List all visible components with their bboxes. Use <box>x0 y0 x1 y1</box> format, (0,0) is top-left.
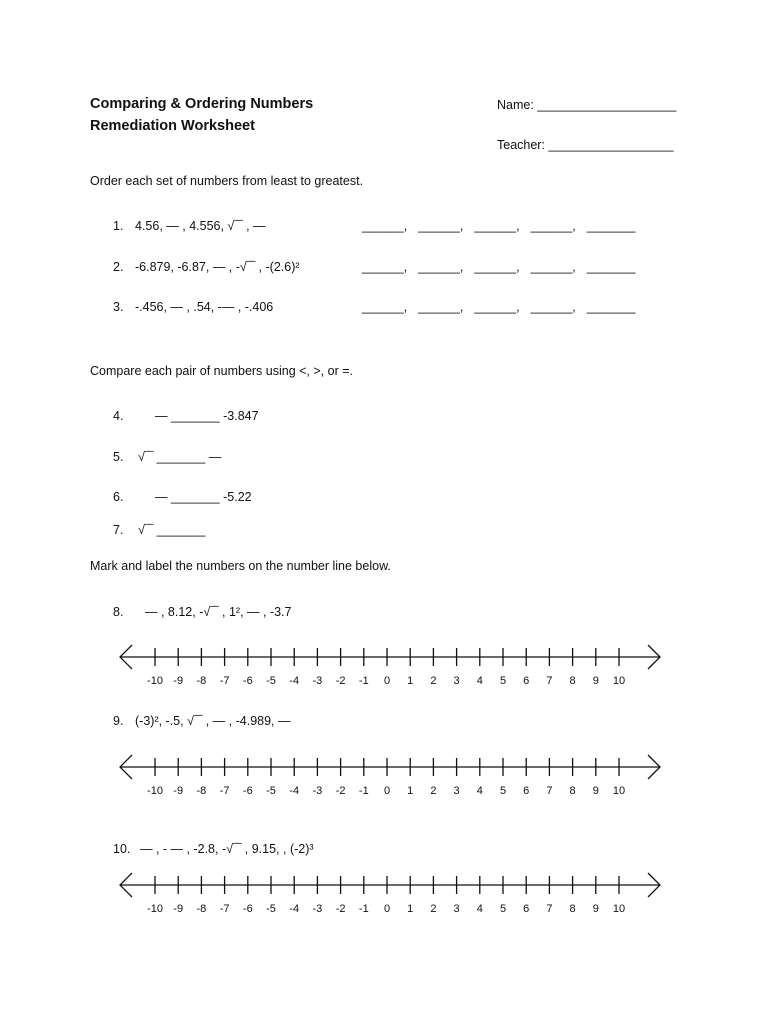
answer-blank: ______, <box>362 300 408 314</box>
tick-label: -5 <box>266 903 276 915</box>
tick-label: -2 <box>335 903 346 915</box>
tick-label: -10 <box>147 785 163 797</box>
problem-number: 8. <box>113 605 124 619</box>
tick-label: 1 <box>407 903 414 915</box>
answer-blank: ______, <box>530 219 576 233</box>
problem-text: — _______ -5.22 <box>155 490 252 504</box>
number-line-svg <box>115 640 665 700</box>
problem-text: -.456, — , .54, -— , -.406 <box>135 300 274 314</box>
tick-label: 5 <box>499 675 507 687</box>
answer-blank: _______ <box>586 300 636 314</box>
number-line <box>115 750 665 810</box>
problem-text: (-3)², -.5, √‾‾ , — , -4.989, — <box>135 714 291 728</box>
answer-blank: ______, <box>362 260 408 274</box>
order-instruction: Order each set of numbers from least to greatest. <box>90 174 364 188</box>
tick-label: 4 <box>476 675 483 687</box>
problem-text: — , 8.12, -√‾‾ , 1², — , -3.7 <box>145 605 292 619</box>
problem-number: 5. <box>113 450 124 464</box>
tick-label: 3 <box>453 675 460 687</box>
tick-label: -3 <box>312 675 323 687</box>
tick-label: 1 <box>407 785 414 797</box>
number-line <box>115 868 665 928</box>
tick-label: -10 <box>147 903 163 915</box>
tick-label: 6 <box>523 785 530 797</box>
tick-label: -9 <box>173 675 184 687</box>
tick-label: -6 <box>242 785 253 797</box>
answer-blank: ______, <box>474 300 520 314</box>
problem-text: √‾‾ _______ — <box>138 450 222 464</box>
tick-label: -5 <box>266 675 276 687</box>
problem-number: 6. <box>113 490 124 504</box>
problem-number: 9. <box>113 714 124 728</box>
tick-label: -7 <box>219 675 230 687</box>
numberline-instruction: Mark and label the numbers on the number line below. <box>90 559 391 573</box>
tick-label: -6 <box>242 903 253 915</box>
tick-label: 7 <box>546 903 553 915</box>
tick-label: -5 <box>266 785 276 797</box>
answer-blank: ______, <box>474 260 520 274</box>
tick-label: 2 <box>430 675 437 687</box>
tick-label: -1 <box>358 675 369 687</box>
tick-label: -4 <box>289 903 300 915</box>
problem-text: — _______ -3.847 <box>155 409 259 423</box>
tick-label: -9 <box>173 903 184 915</box>
tick-label: -1 <box>358 903 369 915</box>
number-line-svg <box>115 750 665 810</box>
tick-label: -8 <box>196 903 207 915</box>
answer-blanks <box>362 219 646 233</box>
problem-text: 4.56, — , 4.556, √‾‾ , — <box>135 219 266 233</box>
number-line-svg <box>115 868 665 928</box>
tick-label: 7 <box>546 675 553 687</box>
tick-label: -6 <box>242 675 253 687</box>
tick-label: 6 <box>523 903 530 915</box>
tick-label: 8 <box>569 785 576 797</box>
tick-label: 2 <box>430 903 437 915</box>
tick-label: 10 <box>612 903 626 915</box>
tick-label: -10 <box>147 675 163 687</box>
tick-label: -3 <box>312 785 323 797</box>
teacher-field-label: Teacher: __________________ <box>497 138 674 152</box>
tick-label: -4 <box>289 785 300 797</box>
problem-number: 2. <box>113 260 124 274</box>
tick-label: 4 <box>476 903 483 915</box>
tick-label: -4 <box>289 675 300 687</box>
name-field-label: Name: ____________________ <box>497 98 677 112</box>
tick-label: 7 <box>546 785 553 797</box>
problem-text: — , - — , -2.8, -√‾‾ , 9.15, , (-2)³ <box>140 842 314 856</box>
compare-instruction: Compare each pair of numbers using <, >, or =. <box>90 364 353 378</box>
tick-label: 10 <box>612 785 626 797</box>
tick-label: 9 <box>592 675 599 687</box>
tick-label: -7 <box>219 903 230 915</box>
tick-label: -2 <box>335 785 346 797</box>
tick-label: -2 <box>335 675 346 687</box>
tick-label: 0 <box>383 785 391 797</box>
worksheet-title: Comparing & Ordering Numbers <box>90 96 314 112</box>
tick-label: 6 <box>523 675 530 687</box>
tick-label: 3 <box>453 903 460 915</box>
problem-number: 10. <box>113 842 131 856</box>
tick-label: 8 <box>569 903 576 915</box>
number-line <box>115 640 665 700</box>
tick-label: 4 <box>476 785 483 797</box>
answer-blanks <box>362 260 646 274</box>
answer-blank: _______ <box>586 219 636 233</box>
answer-blank: ______, <box>474 219 520 233</box>
tick-label: 1 <box>407 675 414 687</box>
problem-text: √‾‾ _______ <box>138 523 206 537</box>
problem-number: 3. <box>113 300 124 314</box>
tick-label: -1 <box>358 785 369 797</box>
answer-blank: ______, <box>362 219 408 233</box>
tick-label: 2 <box>430 785 437 797</box>
answer-blank: ______, <box>530 260 576 274</box>
tick-label: 0 <box>383 903 391 915</box>
problem-number: 4. <box>113 409 124 423</box>
tick-label: 5 <box>499 785 507 797</box>
tick-label: 3 <box>453 785 460 797</box>
tick-label: -9 <box>173 785 184 797</box>
tick-label: 8 <box>569 675 576 687</box>
answer-blank: ______, <box>418 300 464 314</box>
tick-label: -8 <box>196 785 207 797</box>
tick-label: 0 <box>383 675 391 687</box>
answer-blanks <box>362 300 646 314</box>
tick-label: -8 <box>196 675 207 687</box>
worksheet-subtitle: Remediation Worksheet <box>90 118 255 134</box>
answer-blank: _______ <box>586 260 636 274</box>
tick-label: -3 <box>312 903 323 915</box>
problem-text: -6.879, -6.87, — , -√‾‾ , -(2.6)² <box>135 260 300 274</box>
answer-blank: ______, <box>418 219 464 233</box>
tick-label: 10 <box>612 675 626 687</box>
answer-blank: ______, <box>418 260 464 274</box>
tick-label: 5 <box>499 903 507 915</box>
problem-number: 7. <box>113 523 124 537</box>
tick-label: -7 <box>219 785 230 797</box>
problem-number: 1. <box>113 219 124 233</box>
tick-label: 9 <box>592 785 599 797</box>
answer-blank: ______, <box>530 300 576 314</box>
tick-label: 9 <box>592 903 599 915</box>
